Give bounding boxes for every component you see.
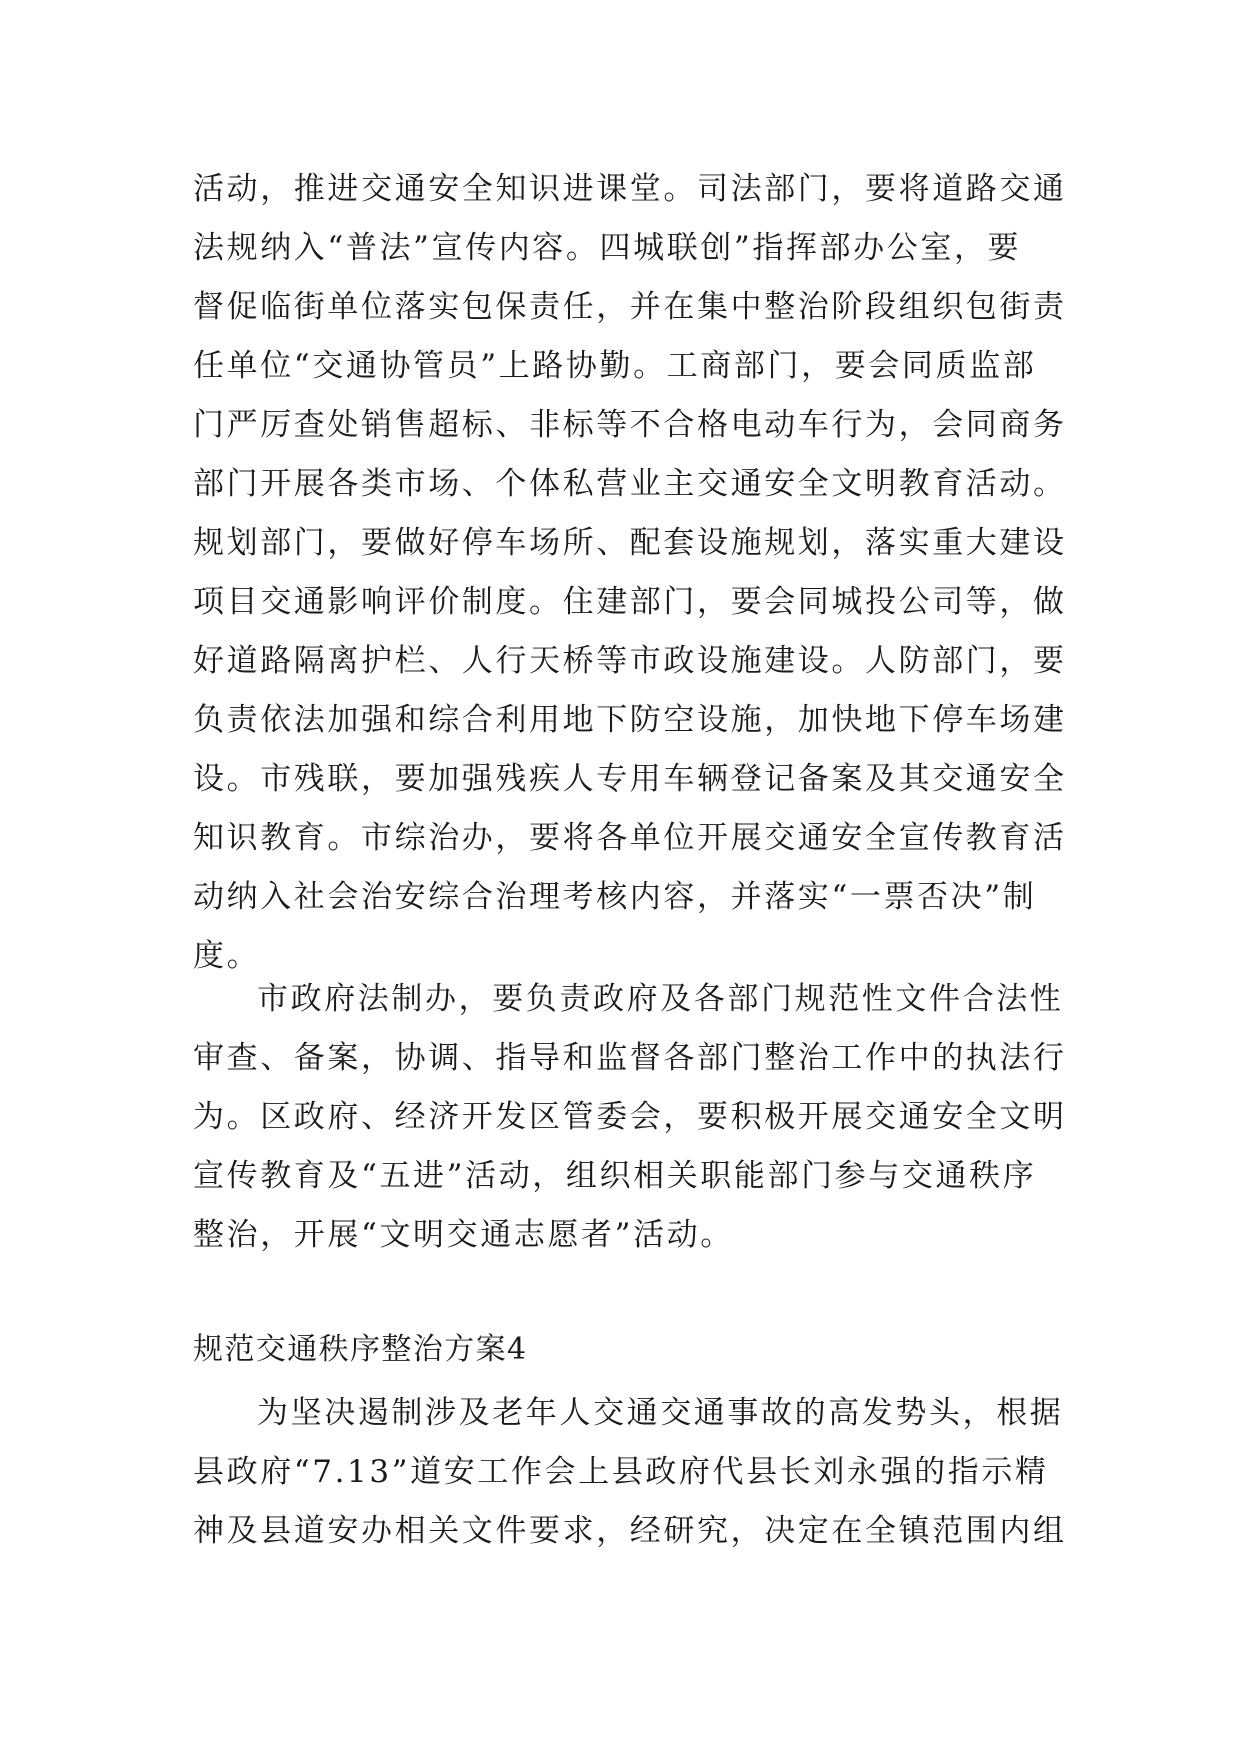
text-line: 县政府“7.13”道安工作会上县政府代县长刘永强的指示精 xyxy=(193,1454,1049,1490)
text-line: 动纳入社会治安综合治理考核内容，并落实“一票否决”制 xyxy=(193,879,1037,915)
text-line: 部门开展各类市场、个体私营业主交通安全文明教育活动。 xyxy=(193,466,1067,502)
section-heading xyxy=(193,1320,1063,1379)
text-line: 负责依法加强和综合利用地下防空设施，加快地下停车场建 xyxy=(193,702,1067,738)
text-line: 法规纳入“普法”宣传内容。四城联创”指挥部办公室，要 xyxy=(193,230,1022,266)
text-line: 门严厉查处销售超标、非标等不合格电动车行为，会同商务 xyxy=(193,407,1067,443)
text-line: 任单位“交通协管员”上路协勤。工商部门，要会同质监部 xyxy=(193,348,1037,384)
text-line: 知识教育。市综治办，要将各单位开展交通安全宣传教育活 xyxy=(193,820,1067,856)
section-title: 规范交通秩序整治方案4 xyxy=(193,1332,528,1367)
text-line: 项目交通影响评价制度。住建部门，要会同城投公司等，做 xyxy=(193,584,1067,620)
text-line: 督促临街单位落实包保责任，并在集中整治阶段组织包街责 xyxy=(193,289,1067,325)
paragraph-plan-intro xyxy=(193,1384,1067,1561)
paragraph-legal-office xyxy=(193,970,1067,1265)
text-line: 整治，开展“文明交通志愿者”活动。 xyxy=(193,1217,734,1253)
text-line: 市政府法制办，要负责政府及各部门规范性文件合法性 xyxy=(257,981,1064,1017)
text-line: 神及县道安办相关文件要求，经研究，决定在全镇范围内组 xyxy=(193,1513,1067,1549)
text-line: 宣传教育及“五进”活动，组织相关职能部门参与交通秩序 xyxy=(193,1158,1037,1194)
text-line: 设。市残联，要加强残疾人专用车辆登记备案及其交通安全 xyxy=(193,761,1067,797)
paragraph-departments xyxy=(193,160,1067,986)
text-line: 规划部门，要做好停车场所、配套设施规划，落实重大建设 xyxy=(193,525,1067,561)
text-line: 度。 xyxy=(193,938,261,974)
text-line: 为。区政府、经济开发区管委会，要积极开展交通安全文明 xyxy=(193,1099,1067,1135)
text-line: 为坚决遏制涉及老年人交通交通事故的高发势头，根据 xyxy=(257,1395,1064,1431)
text-line: 审查、备案，协调、指导和监督各部门整治工作中的执法行 xyxy=(193,1040,1067,1076)
text-line: 好道路隔离护栏、人行天桥等市政设施建设。人防部门，要 xyxy=(193,643,1067,679)
text-line: 活动，推进交通安全知识进课堂。司法部门，要将道路交通 xyxy=(193,171,1067,207)
